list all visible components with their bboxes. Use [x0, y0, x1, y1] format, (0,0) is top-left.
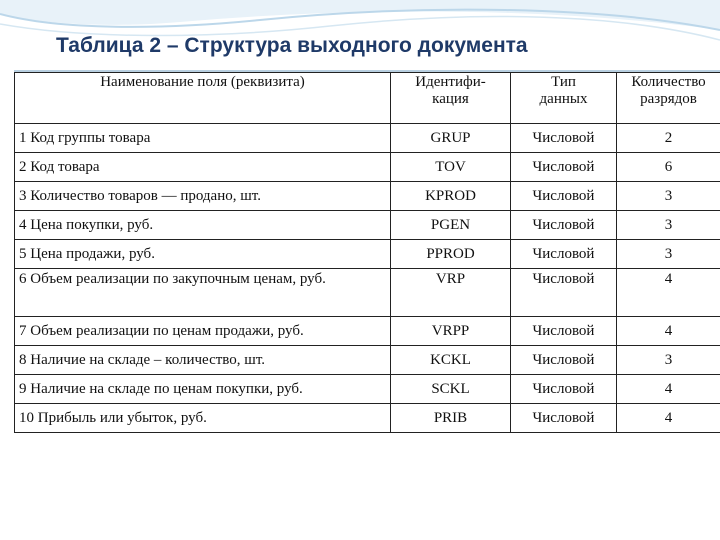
table-row: [15, 153, 720, 182]
digits-cell: 6: [617, 153, 720, 182]
field-name-cell: 6 Объем реализации по закупочным ценам, руб.: [15, 269, 391, 317]
header-digits-line1: Количество: [631, 74, 706, 90]
data-type-cell: Числовой: [511, 375, 617, 404]
digits-cell: 3: [617, 211, 720, 240]
data-type-cell: Числовой: [511, 182, 617, 211]
table-row: [15, 240, 720, 269]
data-type-cell: Числовой: [511, 153, 617, 182]
identifier-cell: GRUP: [391, 124, 511, 153]
field-name-cell: 4 Цена покупки, руб.: [15, 211, 391, 240]
data-type-cell: Числовой: [511, 211, 617, 240]
header-data-type: [511, 73, 617, 124]
digits-cell: 2: [617, 124, 720, 153]
field-name-cell: 10 Прибыль или убыток, руб.: [15, 404, 391, 433]
identifier-cell: PGEN: [391, 211, 511, 240]
digits-cell: 4: [617, 269, 720, 317]
table-row: [15, 317, 720, 346]
identifier-cell: VRPP: [391, 317, 511, 346]
field-name-cell: 3 Количество товаров — продано, шт.: [15, 182, 391, 211]
digits-cell: 3: [617, 182, 720, 211]
field-name-cell: 7 Объем реализации по ценам продажи, руб.: [15, 317, 391, 346]
table-row: [15, 346, 720, 375]
header-identifier-line1: Идентифи-: [415, 74, 486, 90]
digits-cell: 4: [617, 317, 720, 346]
header-row: [15, 73, 720, 124]
data-type-cell: Числовой: [511, 269, 617, 317]
identifier-cell: SCKL: [391, 375, 511, 404]
identifier-cell: PRIB: [391, 404, 511, 433]
table-row: [15, 404, 720, 433]
data-type-cell: Числовой: [511, 346, 617, 375]
header-identifier: [391, 73, 511, 124]
page-title: Таблица 2 – Структура выходного документа: [56, 34, 528, 57]
output-document-structure-table: [14, 72, 720, 433]
data-type-cell: Числовой: [511, 240, 617, 269]
digits-cell: 4: [617, 375, 720, 404]
header-digits-line2: разрядов: [640, 91, 697, 107]
table-row: [15, 375, 720, 404]
field-name-cell: 5 Цена продажи, руб.: [15, 240, 391, 269]
field-name-cell: 2 Код товара: [15, 153, 391, 182]
identifier-cell: KPROD: [391, 182, 511, 211]
data-type-cell: Числовой: [511, 404, 617, 433]
table-row: [15, 182, 720, 211]
identifier-cell: TOV: [391, 153, 511, 182]
field-name-cell: 8 Наличие на складе – количество, шт.: [15, 346, 391, 375]
field-name-cell: 9 Наличие на складе по ценам покупки, руб.: [15, 375, 391, 404]
header-field-name: [15, 73, 391, 124]
table-row: [15, 269, 720, 317]
identifier-cell: KCKL: [391, 346, 511, 375]
header-data-type-line2: данных: [539, 91, 588, 107]
field-name-cell: 1 Код группы товара: [15, 124, 391, 153]
header-identifier-line2: кация: [432, 91, 469, 107]
header-field-name-text: Наименование поля (реквизита): [100, 74, 305, 90]
header-digits: [617, 73, 720, 124]
identifier-cell: VRP: [391, 269, 511, 317]
data-type-cell: Числовой: [511, 317, 617, 346]
digits-cell: 3: [617, 346, 720, 375]
table-row: [15, 211, 720, 240]
digits-cell: 4: [617, 404, 720, 433]
data-type-cell: Числовой: [511, 124, 617, 153]
table-row: [15, 124, 720, 153]
digits-cell: 3: [617, 240, 720, 269]
header-data-type-line1: Тип: [551, 74, 576, 90]
identifier-cell: PPROD: [391, 240, 511, 269]
